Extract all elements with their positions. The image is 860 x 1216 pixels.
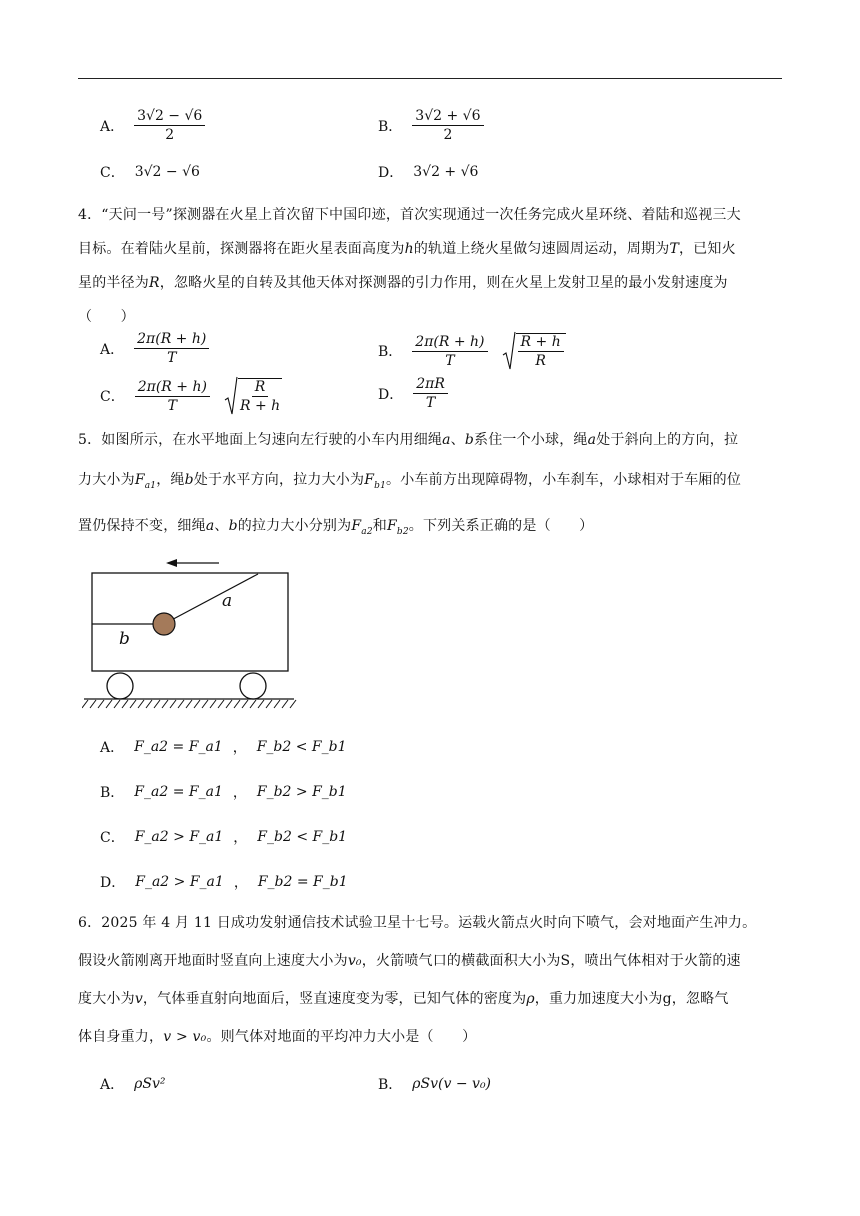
q5-option-c[interactable]	[100, 827, 347, 847]
q5-stem	[78, 420, 784, 552]
q3-option-d[interactable]	[378, 162, 478, 182]
q4-stem	[78, 198, 784, 334]
option-letter: B．	[100, 785, 125, 801]
q3-option-a[interactable]	[100, 108, 205, 143]
option-expression: ρSv²	[134, 1076, 166, 1092]
q5-option-b[interactable]	[100, 782, 347, 802]
fraction	[412, 108, 483, 143]
option-expression: 3√2 − √6	[134, 164, 200, 180]
rope-b-label: b	[119, 629, 130, 649]
option-expression: ρSv(v − v₀)	[412, 1076, 492, 1092]
option-letter: D．	[378, 165, 404, 181]
header-rule	[78, 78, 782, 79]
q6-stem	[78, 904, 784, 1056]
radicand-denominator: R + h	[239, 398, 281, 414]
q4-line-3: 星的半径为R，忽略火星的自转及其他天体对探测器的引力作用，则在火星上发射卫星的最小发射速度为	[78, 275, 728, 291]
q4-option-a[interactable]	[100, 331, 209, 366]
option-expression: 3√2 + √6	[413, 164, 479, 180]
q4-option-b[interactable]	[378, 331, 566, 371]
cart-body	[92, 573, 288, 671]
radicand	[516, 333, 566, 369]
denominator: T	[167, 397, 177, 414]
fraction	[134, 108, 205, 143]
option-separator: ，	[233, 875, 248, 891]
option-letter: C．	[100, 389, 125, 405]
q5-line-1: 5．如图所示，在水平地面上匀速向左行驶的小车内用细绳a、b系住一个小球，绳a处于斜向上的方向，拉	[78, 432, 739, 448]
option-expression-1: F_a2 = F_a1	[134, 784, 223, 800]
radicand-denominator: R	[535, 353, 546, 369]
radical-sign-icon	[224, 376, 238, 416]
option-expression-2: F_b2 = F_b1	[257, 874, 348, 890]
q6-line-3: 度大小为v，气体垂直射向地面后，竖直速度变为零，已知气体的密度为ρ，重力加速度大小为g，忽略气	[78, 991, 729, 1007]
numerator: 2π(R + h)	[134, 331, 209, 349]
option-letter: D．	[100, 875, 126, 891]
q6-line-2: 假设火箭刚离开地面时竖直向上速度大小为v₀，火箭喷气口的横截面积大小为S，喷出气体相对于火箭的速	[78, 953, 741, 969]
cart-figure	[82, 552, 302, 712]
option-letter: D．	[378, 386, 404, 403]
option-separator: ，	[232, 785, 247, 801]
option-letter: B．	[378, 344, 403, 360]
ball	[153, 613, 175, 635]
q5-option-d[interactable]	[100, 872, 348, 892]
option-expression-2: F_b2 < F_b1	[257, 829, 348, 845]
q4-answer-paren: （ ）	[78, 309, 135, 325]
option-letter: C．	[100, 165, 125, 181]
option-expression-1: F_a2 > F_a1	[135, 874, 224, 890]
square-root	[502, 331, 566, 371]
denominator: 2	[443, 127, 453, 143]
option-expression-2: F_b2 > F_b1	[256, 784, 347, 800]
q5-line-2: 力大小为$F_{a1}$，绳b处于水平方向，拉力大小为$F_{b1}$。小车前方出现障碍物，小车刹车，小球相对于车厢的位	[78, 472, 742, 491]
rope-a	[164, 574, 258, 624]
q6-line-4: 体自身重力，v > v₀。则气体对地面的平均冲力大小是（ ）	[78, 1029, 477, 1045]
option-letter: B．	[378, 1077, 403, 1093]
numerator: 2π(R + h)	[412, 334, 487, 352]
numerator: 3√2 − √6	[134, 108, 205, 126]
q4-line-1: 4．“天问一号”探测器在火星上首次留下中国印迹，首次实现通过一次任务完成火星环绕、着陆和巡视三大	[78, 207, 741, 223]
fraction	[412, 334, 487, 369]
radicand	[238, 378, 282, 414]
wheel-right	[240, 673, 266, 699]
rope-a-label: a	[222, 591, 233, 611]
q3-option-c[interactable]	[100, 162, 200, 182]
radical-sign-icon	[502, 331, 516, 371]
radicand-numerator: R	[252, 379, 269, 397]
q3-option-b[interactable]	[378, 108, 484, 143]
numerator: 2πR	[413, 376, 448, 394]
q6-line-1: 6．2025 年 4 月 11 日成功发射通信技术试验卫星十七号。运载火箭点火时向下喷气，会对地面产生冲力。	[78, 915, 757, 931]
option-letter: A．	[100, 740, 125, 756]
option-expression-1: F_a2 = F_a1	[134, 739, 223, 755]
numerator: 3√2 + √6	[412, 108, 483, 126]
q6-option-a[interactable]	[100, 1074, 165, 1094]
option-letter: C．	[100, 830, 125, 846]
fraction	[413, 376, 448, 411]
option-letter: A．	[100, 341, 125, 358]
wheel-left	[107, 673, 133, 699]
denominator: T	[445, 352, 455, 369]
denominator: 2	[165, 127, 175, 143]
q4-option-d[interactable]	[378, 376, 448, 411]
radicand-numerator: R + h	[518, 334, 564, 352]
q6-option-b[interactable]	[378, 1074, 491, 1094]
option-expression-2: F_b2 < F_b1	[256, 739, 347, 755]
q5-option-a[interactable]	[100, 737, 347, 757]
velocity-arrow-head-icon	[166, 559, 177, 567]
option-separator: ，	[233, 830, 248, 846]
option-letter: A．	[100, 118, 125, 135]
option-letter: B．	[378, 118, 403, 135]
square-root	[224, 376, 282, 416]
fraction	[134, 331, 209, 366]
option-separator: ，	[232, 740, 247, 756]
q5-line-3: 置仍保持不变，细绳a、b的拉力大小分别为$F_{a2}$和$F_{b2}$。下列关系正确的是（ ）	[78, 517, 594, 537]
numerator: 2π(R + h)	[135, 379, 210, 397]
denominator: T	[167, 350, 177, 366]
q4-line-2: 目标。在着陆火星前，探测器将在距火星表面高度为h的轨道上绕火星做匀速圆周运动，周期为T，已知火	[78, 241, 736, 257]
option-letter: A．	[100, 1077, 125, 1093]
ground-hatching	[82, 700, 296, 708]
fraction	[135, 379, 210, 414]
denominator: T	[425, 395, 436, 411]
q4-option-c[interactable]	[100, 376, 282, 416]
option-expression-1: F_a2 > F_a1	[134, 829, 224, 845]
